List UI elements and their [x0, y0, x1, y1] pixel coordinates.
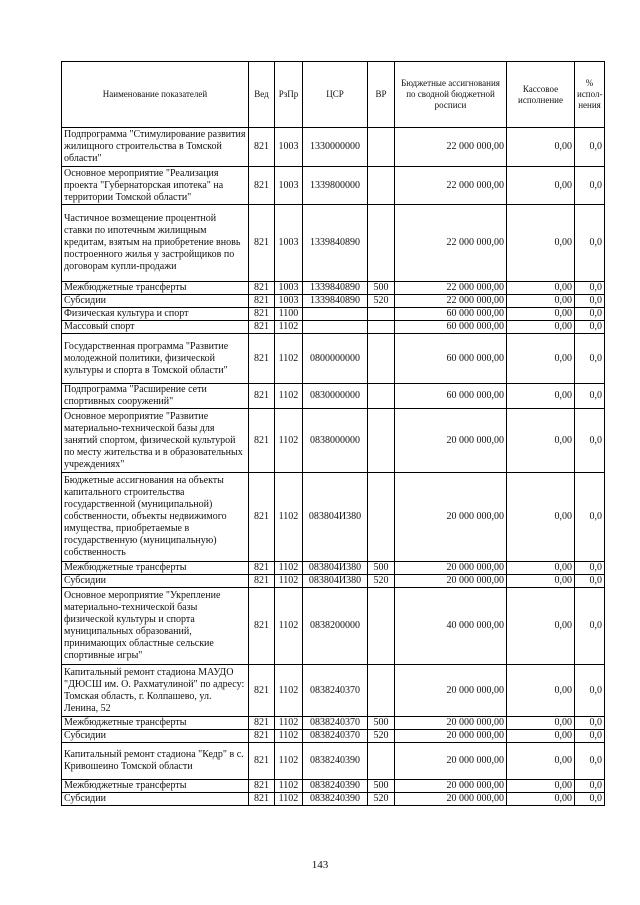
cell-vr: 520	[368, 295, 395, 308]
cell-pct: 0,0	[575, 473, 605, 562]
cell-rzpr: 1102	[275, 780, 303, 793]
cell-name: Межбюджетные трансферты	[62, 717, 249, 730]
cell-cash: 0,00	[507, 562, 575, 575]
cell-ved: 821	[249, 384, 275, 409]
cell-name: Частичное возмещение процентной ставки по ипотечным жилищным кредитам, взятым на приобретение вновь построенного жилья у застройщиков по договорам купли-продажи	[62, 205, 249, 282]
cell-budget: 20 000 000,00	[395, 473, 507, 562]
cell-csr: 083804И380	[303, 575, 368, 588]
cell-name: Основное мероприятие "Реализация проекта "Губернаторская ипотека" на территории Томской области"	[62, 167, 249, 205]
cell-ved: 821	[249, 321, 275, 334]
cell-cash: 0,00	[507, 409, 575, 473]
cell-budget: 20 000 000,00	[395, 793, 507, 806]
cell-pct: 0,0	[575, 665, 605, 717]
cell-pct: 0,0	[575, 743, 605, 780]
cell-name: Субсидии	[62, 730, 249, 743]
cell-ved: 821	[249, 295, 275, 308]
cell-name: Массовый спорт	[62, 321, 249, 334]
cell-pct: 0,0	[575, 793, 605, 806]
table-row	[62, 793, 605, 806]
cell-budget: 60 000 000,00	[395, 384, 507, 409]
cell-budget: 20 000 000,00	[395, 409, 507, 473]
table-row	[62, 282, 605, 295]
cell-budget: 40 000 000,00	[395, 588, 507, 665]
cell-cash: 0,00	[507, 588, 575, 665]
cell-pct: 0,0	[575, 205, 605, 282]
cell-vr	[368, 205, 395, 282]
cell-budget: 60 000 000,00	[395, 334, 507, 384]
cell-rzpr: 1100	[275, 308, 303, 321]
cell-budget: 20 000 000,00	[395, 562, 507, 575]
cell-rzpr: 1003	[275, 167, 303, 205]
cell-rzpr: 1003	[275, 295, 303, 308]
cell-rzpr: 1102	[275, 730, 303, 743]
cell-name: Капитальный ремонт стадиона МАУДО "ДЮСШ им. О. Рахматулиной" по адресу: Томская область, г. Колпашево, ул. Ленина, 52	[62, 665, 249, 717]
cell-pct: 0,0	[575, 295, 605, 308]
cell-ved: 821	[249, 743, 275, 780]
cell-ved: 821	[249, 665, 275, 717]
cell-budget: 20 000 000,00	[395, 780, 507, 793]
cell-csr: 1339840890	[303, 295, 368, 308]
cell-name: Основное мероприятие "Укрепление материально-технической базы физической культуры и спорта муниципальных образований, принимающих областные сельские спортивные игры"	[62, 588, 249, 665]
cell-csr: 0800000000	[303, 334, 368, 384]
table-row	[62, 743, 605, 780]
cell-rzpr: 1003	[275, 205, 303, 282]
cell-pct: 0,0	[575, 562, 605, 575]
cell-ved: 821	[249, 793, 275, 806]
table-row	[62, 384, 605, 409]
cell-csr: 1339840890	[303, 205, 368, 282]
header-csr: ЦСР	[303, 62, 368, 128]
cell-cash: 0,00	[507, 743, 575, 780]
cell-cash: 0,00	[507, 321, 575, 334]
cell-ved: 821	[249, 334, 275, 384]
table-row	[62, 588, 605, 665]
cell-budget: 20 000 000,00	[395, 665, 507, 717]
table-row	[62, 295, 605, 308]
header-cash: Кассовое исполнение	[507, 62, 575, 128]
header-budget: Бюджетные ассигнования по сводной бюджетной росписи	[395, 62, 507, 128]
cell-rzpr: 1102	[275, 665, 303, 717]
cell-budget: 22 000 000,00	[395, 282, 507, 295]
cell-ved: 821	[249, 282, 275, 295]
cell-budget: 60 000 000,00	[395, 321, 507, 334]
cell-rzpr: 1003	[275, 128, 303, 167]
cell-ved: 821	[249, 409, 275, 473]
cell-vr	[368, 334, 395, 384]
cell-ved: 821	[249, 562, 275, 575]
cell-csr: 0838200000	[303, 588, 368, 665]
cell-csr: 0838000000	[303, 409, 368, 473]
cell-cash: 0,00	[507, 575, 575, 588]
cell-csr: 0838240390	[303, 780, 368, 793]
cell-budget: 22 000 000,00	[395, 167, 507, 205]
cell-pct: 0,0	[575, 282, 605, 295]
header-vr: ВР	[368, 62, 395, 128]
cell-vr: 520	[368, 575, 395, 588]
table-row	[62, 334, 605, 384]
cell-vr	[368, 409, 395, 473]
cell-pct: 0,0	[575, 308, 605, 321]
cell-csr: 083804И380	[303, 473, 368, 562]
cell-name: Государственная программа "Развитие молодежной политики, физической культуры и спорта в Томской области"	[62, 334, 249, 384]
cell-vr: 520	[368, 730, 395, 743]
table-row	[62, 730, 605, 743]
cell-name: Межбюджетные трансферты	[62, 282, 249, 295]
cell-budget: 22 000 000,00	[395, 205, 507, 282]
cell-csr: 1339800000	[303, 167, 368, 205]
cell-budget: 22 000 000,00	[395, 295, 507, 308]
cell-budget: 20 000 000,00	[395, 743, 507, 780]
cell-ved: 821	[249, 205, 275, 282]
cell-csr: 1330000000	[303, 128, 368, 167]
cell-ved: 821	[249, 167, 275, 205]
table-row	[62, 409, 605, 473]
cell-cash: 0,00	[507, 793, 575, 806]
cell-vr	[368, 321, 395, 334]
header-ved: Вед	[249, 62, 275, 128]
cell-rzpr: 1102	[275, 384, 303, 409]
cell-vr: 520	[368, 793, 395, 806]
cell-cash: 0,00	[507, 308, 575, 321]
cell-vr: 500	[368, 717, 395, 730]
cell-rzpr: 1102	[275, 743, 303, 780]
page-number: 143	[311, 859, 329, 871]
cell-ved: 821	[249, 308, 275, 321]
cell-rzpr: 1102	[275, 409, 303, 473]
cell-pct: 0,0	[575, 575, 605, 588]
cell-pct: 0,0	[575, 780, 605, 793]
cell-name: Межбюджетные трансферты	[62, 780, 249, 793]
cell-csr: 1339840890	[303, 282, 368, 295]
cell-rzpr: 1102	[275, 473, 303, 562]
cell-csr: 0838240370	[303, 665, 368, 717]
budget-table	[61, 61, 605, 806]
cell-rzpr: 1003	[275, 282, 303, 295]
cell-rzpr: 1102	[275, 562, 303, 575]
cell-ved: 821	[249, 780, 275, 793]
cell-csr: 083804И380	[303, 562, 368, 575]
cell-csr: 0838240370	[303, 717, 368, 730]
cell-vr	[368, 665, 395, 717]
cell-rzpr: 1102	[275, 793, 303, 806]
cell-cash: 0,00	[507, 665, 575, 717]
cell-name: Субсидии	[62, 793, 249, 806]
header-pct: % испол-нения	[575, 62, 605, 128]
cell-vr	[368, 167, 395, 205]
cell-cash: 0,00	[507, 384, 575, 409]
cell-pct: 0,0	[575, 321, 605, 334]
cell-cash: 0,00	[507, 780, 575, 793]
cell-csr	[303, 308, 368, 321]
cell-vr: 500	[368, 780, 395, 793]
cell-ved: 821	[249, 717, 275, 730]
cell-cash: 0,00	[507, 167, 575, 205]
table-row	[62, 128, 605, 167]
cell-cash: 0,00	[507, 295, 575, 308]
cell-ved: 821	[249, 473, 275, 562]
cell-cash: 0,00	[507, 334, 575, 384]
cell-ved: 821	[249, 575, 275, 588]
header-name: Наименование показателей	[62, 62, 249, 128]
cell-cash: 0,00	[507, 282, 575, 295]
cell-csr	[303, 321, 368, 334]
table-row	[62, 167, 605, 205]
cell-cash: 0,00	[507, 730, 575, 743]
table-row	[62, 473, 605, 562]
cell-name: Основное мероприятие "Развитие материально-технической базы для занятий спортом, физической культурой по месту жительства и в образовательных учреждениях"	[62, 409, 249, 473]
table-row	[62, 562, 605, 575]
cell-vr: 500	[368, 562, 395, 575]
cell-vr	[368, 128, 395, 167]
cell-cash: 0,00	[507, 128, 575, 167]
cell-rzpr: 1102	[275, 334, 303, 384]
cell-budget: 20 000 000,00	[395, 575, 507, 588]
cell-vr	[368, 743, 395, 780]
cell-ved: 821	[249, 588, 275, 665]
cell-name: Субсидии	[62, 575, 249, 588]
cell-pct: 0,0	[575, 128, 605, 167]
table-row	[62, 717, 605, 730]
cell-cash: 0,00	[507, 205, 575, 282]
table-row	[62, 308, 605, 321]
cell-pct: 0,0	[575, 588, 605, 665]
cell-vr	[368, 473, 395, 562]
header-rzpr: РзПр	[275, 62, 303, 128]
cell-pct: 0,0	[575, 167, 605, 205]
cell-ved: 821	[249, 128, 275, 167]
cell-cash: 0,00	[507, 717, 575, 730]
cell-name: Бюджетные ассигнования на объекты капитального строительства государственной (муниципальной) собственности, объекты недвижимого имущества, приобретаемые в государственную (муниципальную) собственность	[62, 473, 249, 562]
cell-budget: 20 000 000,00	[395, 730, 507, 743]
cell-budget: 22 000 000,00	[395, 128, 507, 167]
cell-rzpr: 1102	[275, 321, 303, 334]
cell-name: Межбюджетные трансферты	[62, 562, 249, 575]
cell-name: Подпрограмма "Расширение сети спортивных сооружений"	[62, 384, 249, 409]
cell-rzpr: 1102	[275, 575, 303, 588]
cell-vr	[368, 308, 395, 321]
cell-vr	[368, 588, 395, 665]
cell-csr: 0830000000	[303, 384, 368, 409]
table-row	[62, 665, 605, 717]
table-row	[62, 205, 605, 282]
cell-budget: 20 000 000,00	[395, 717, 507, 730]
table-row	[62, 575, 605, 588]
cell-name: Субсидии	[62, 295, 249, 308]
table-row	[62, 321, 605, 334]
cell-rzpr: 1102	[275, 717, 303, 730]
cell-name: Физическая культура и спорт	[62, 308, 249, 321]
table-header-row	[62, 62, 605, 128]
cell-csr: 0838240370	[303, 730, 368, 743]
cell-pct: 0,0	[575, 717, 605, 730]
cell-pct: 0,0	[575, 384, 605, 409]
cell-vr: 500	[368, 282, 395, 295]
cell-csr: 0838240390	[303, 793, 368, 806]
cell-csr: 0838240390	[303, 743, 368, 780]
cell-vr	[368, 384, 395, 409]
cell-cash: 0,00	[507, 473, 575, 562]
cell-name: Капитальный ремонт стадиона "Кедр" в с. Кривошеино Томской области	[62, 743, 249, 780]
cell-pct: 0,0	[575, 334, 605, 384]
cell-pct: 0,0	[575, 409, 605, 473]
cell-pct: 0,0	[575, 730, 605, 743]
cell-rzpr: 1102	[275, 588, 303, 665]
table-row	[62, 780, 605, 793]
cell-name: Подпрограмма "Стимулирование развития жилищного строительства в Томской области"	[62, 128, 249, 167]
cell-budget: 60 000 000,00	[395, 308, 507, 321]
cell-ved: 821	[249, 730, 275, 743]
